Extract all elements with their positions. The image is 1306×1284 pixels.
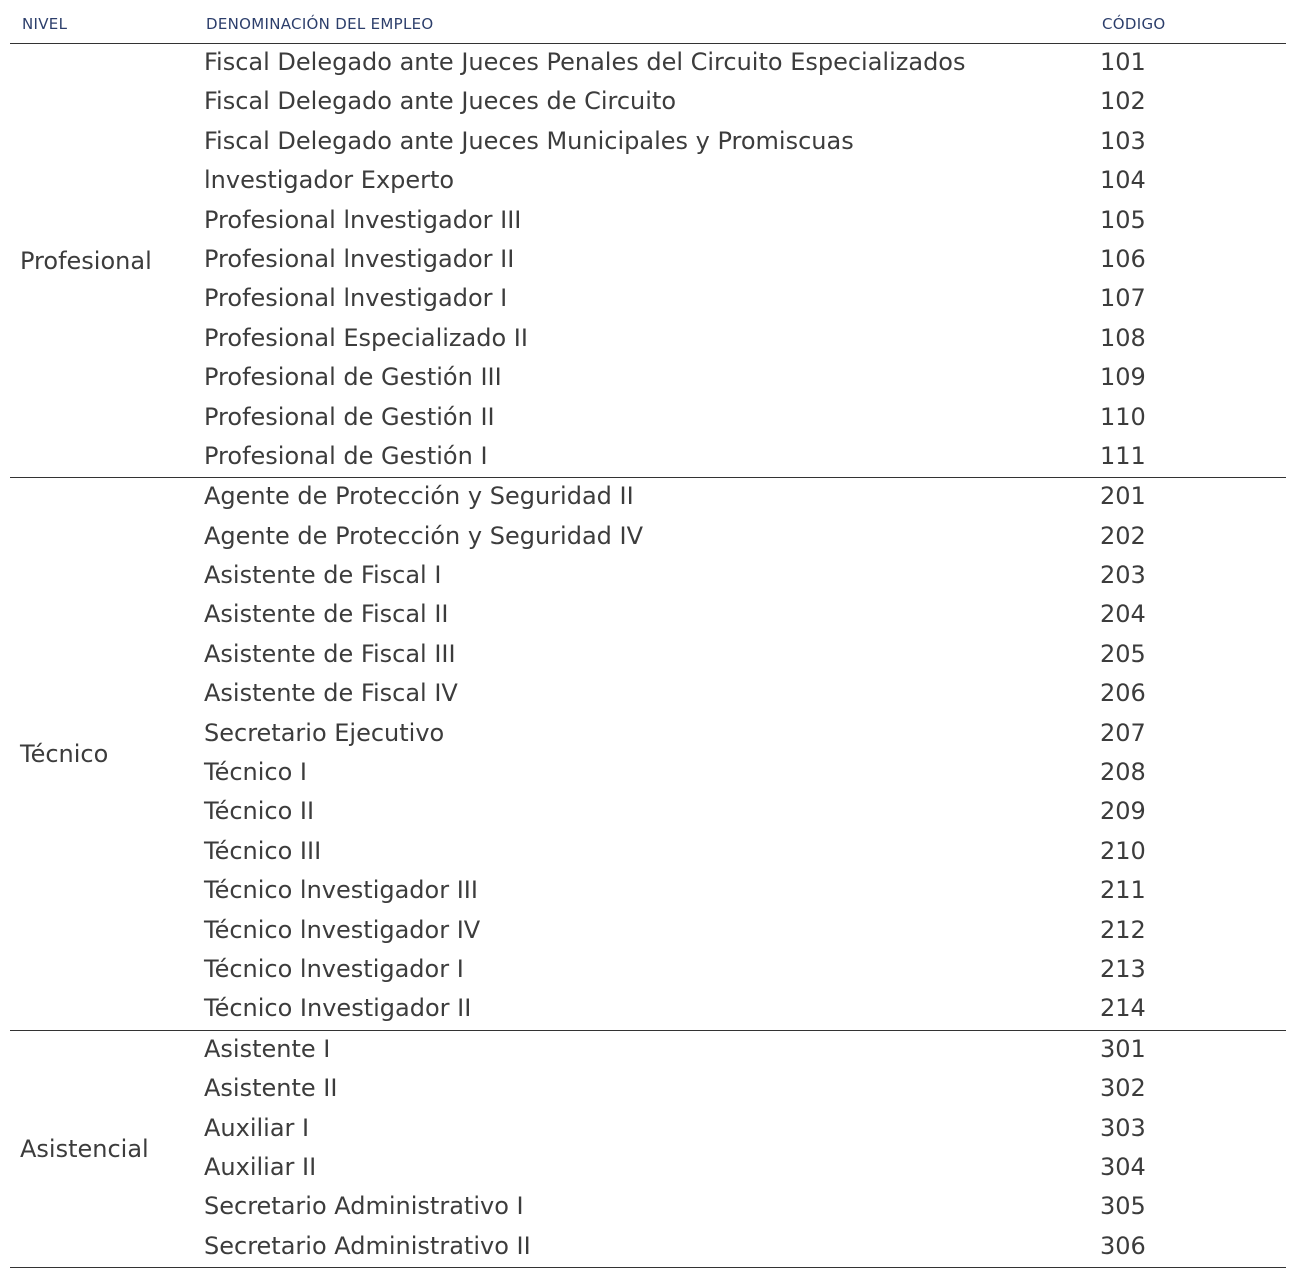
group-nivel-label: Técnico: [20, 740, 109, 769]
employment-code: 108: [1100, 323, 1146, 352]
table-row: [10, 1110, 1286, 1149]
table-row: [10, 438, 1286, 477]
employment-name: lnvestigador Experto: [204, 166, 455, 195]
employment-name: Secretario Administrativo I: [204, 1192, 524, 1221]
employment-name: Profesional Especializado II: [204, 323, 528, 352]
employment-code: 305: [1100, 1192, 1146, 1221]
employment-name: Profesional lnvestigador II: [204, 244, 515, 273]
employment-code: 107: [1100, 284, 1146, 313]
table-row: [10, 793, 1286, 832]
table-row: [10, 557, 1286, 596]
table-row: [10, 399, 1286, 438]
table-row: [10, 359, 1286, 398]
table-row: [10, 990, 1286, 1029]
employment-code: 103: [1100, 126, 1146, 155]
employment-name: Asistente de Fiscal IV: [204, 679, 458, 708]
table-row: [10, 241, 1286, 280]
employment-name: Asistente de Fiscal II: [204, 600, 449, 629]
table-row: [10, 675, 1286, 714]
employment-name: Secretario Ejecutivo: [204, 718, 445, 747]
employment-code: 210: [1100, 836, 1146, 865]
table-row: [10, 123, 1286, 162]
table-header: [10, 0, 1286, 44]
employment-name: Técnico III: [204, 836, 322, 865]
employment-code: 303: [1100, 1113, 1146, 1142]
employment-name: Fiscal Delegado ante Jueces de Circuito: [204, 87, 677, 116]
employment-code: 213: [1100, 954, 1146, 983]
employment-code: 204: [1100, 600, 1146, 629]
employment-name: Profesional lnvestigador I: [204, 284, 508, 313]
employment-name: Fiscal Delegado ante Jueces Municipales y Promiscuas: [204, 126, 854, 155]
table-row: [10, 1149, 1286, 1188]
employment-code: 105: [1100, 205, 1146, 234]
table-row: [10, 83, 1286, 122]
table-row: [10, 44, 1286, 83]
employment-code: 102: [1100, 87, 1146, 116]
employment-code: 302: [1100, 1074, 1146, 1103]
employment-code: 304: [1100, 1152, 1146, 1181]
employment-code: 109: [1100, 363, 1146, 392]
employment-name: Profesional de Gestión III: [204, 363, 502, 392]
table-row: [10, 951, 1286, 990]
employment-name: Asistente de Fiscal I: [204, 561, 442, 590]
employment-code: 207: [1100, 718, 1146, 747]
employment-code: 206: [1100, 679, 1146, 708]
table-row: [10, 280, 1286, 319]
table-row: [10, 518, 1286, 557]
employment-code: 214: [1100, 994, 1146, 1023]
table-row: [10, 754, 1286, 793]
employment-code: 205: [1100, 639, 1146, 668]
employment-name: Fiscal Delegado ante Jueces Penales del Circuito Especializados: [204, 48, 966, 76]
table-row: [10, 596, 1286, 635]
employment-code: 301: [1100, 1034, 1146, 1063]
employment-name: Asistente de Fiscal III: [204, 639, 456, 668]
table-group-0: [10, 44, 1286, 478]
header-nivel: NIVEL: [22, 15, 68, 33]
employment-name: Técnico lnvestigador III: [204, 876, 478, 905]
employment-code: 203: [1100, 561, 1146, 590]
employment-name: Auxiliar I: [204, 1113, 310, 1142]
employment-code: 208: [1100, 758, 1146, 787]
table-group-2: [10, 1031, 1286, 1268]
table-row: [10, 715, 1286, 754]
table-row: [10, 202, 1286, 241]
employment-name: Profesional lnvestigador III: [204, 205, 522, 234]
table-row: [10, 833, 1286, 872]
employment-name: Auxiliar II: [204, 1152, 317, 1181]
table-row: [10, 1070, 1286, 1109]
table-row: [10, 478, 1286, 517]
table-row: [10, 872, 1286, 911]
employment-code: 101: [1100, 48, 1146, 76]
group-nivel-label: Profesional: [20, 246, 152, 275]
header-denominacion: DENOMINACIÓN DEL EMPLEO: [206, 15, 434, 33]
employment-name: Asistente I: [204, 1034, 331, 1063]
header-codigo: CÓDIGO: [1102, 15, 1166, 33]
employment-name: Profesional de Gestión I: [204, 441, 488, 470]
employment-name: Asistente II: [204, 1074, 338, 1103]
employment-code: 202: [1100, 521, 1146, 550]
employment-table: [10, 0, 1286, 1268]
employment-code: 201: [1100, 482, 1146, 511]
employment-name: Secretario Administrativo II: [204, 1231, 531, 1260]
employment-code: 111: [1100, 441, 1146, 470]
employment-name: Profesional de Gestión II: [204, 402, 495, 431]
table-body: [10, 44, 1286, 1268]
employment-code: 212: [1100, 915, 1146, 944]
employment-code: 104: [1100, 166, 1146, 195]
table-row: [10, 162, 1286, 201]
table-row: [10, 1031, 1286, 1070]
employment-code: 110: [1100, 402, 1146, 431]
table-row: [10, 636, 1286, 675]
group-nivel-label: Asistencial: [20, 1134, 149, 1163]
employment-code: 209: [1100, 797, 1146, 826]
employment-code: 106: [1100, 244, 1146, 273]
employment-name: Técnico lnvestigador IV: [204, 915, 481, 944]
employment-name: Técnico lnvestigador I: [204, 954, 464, 983]
employment-code: 211: [1100, 876, 1146, 905]
employment-name: Técnico I: [204, 758, 308, 787]
table-row: [10, 912, 1286, 951]
employment-name: Técnico II: [204, 797, 315, 826]
table-row: [10, 320, 1286, 359]
table-group-1: [10, 478, 1286, 1030]
employment-name: Técnico Investigador II: [204, 994, 472, 1023]
employment-code: 306: [1100, 1231, 1146, 1260]
table-row: [10, 1228, 1286, 1267]
employment-name: Agente de Protección y Seguridad IV: [204, 521, 644, 550]
employment-name: Agente de Protección y Seguridad II: [204, 482, 634, 511]
table-row: [10, 1188, 1286, 1227]
